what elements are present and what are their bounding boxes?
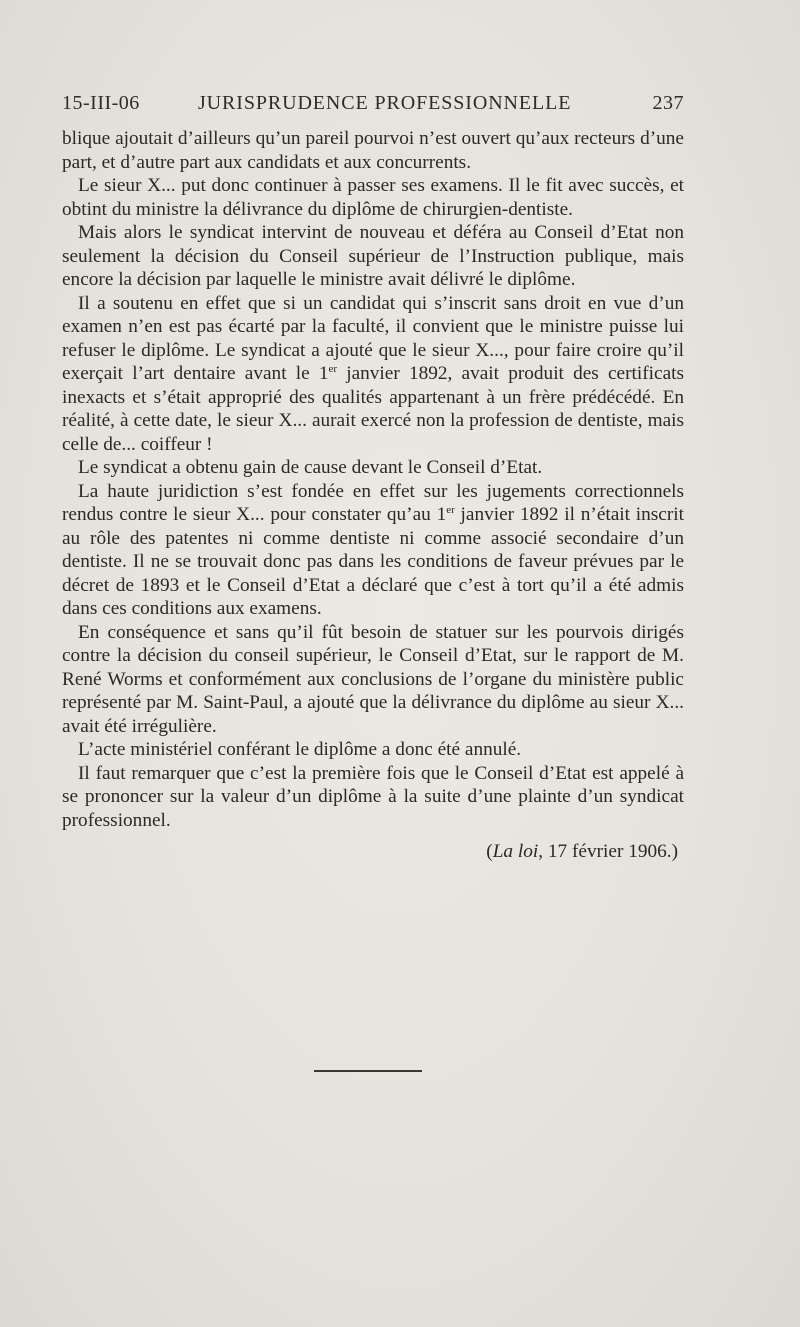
page-number: 237 [652, 92, 684, 114]
paragraph-2: Le sieur X... put donc continuer à passer ses examens. Il le fit avec succès, et obtint du ministre la délivrance du diplôme de chirurgien-dentiste. [62, 175, 684, 220]
paragraph-4-part-a: Il a soutenu en effet que si un candidat qui s’inscrit sans droit en vue d’un examen n’en est pas écarté par la faculté, il convient que le ministre puisse lui refuser le diplôme. Le syndicat a ajouté que le sieur X..., pour faire croire qu’il exerçait l’art dentaire avant le 1 [62, 292, 684, 384]
paragraph-1: blique ajoutait d’ailleurs qu’un pareil pourvoi n’est ouvert qu’aux recteurs d’une part, et d’autre part aux candidats et aux concurrents. [62, 128, 684, 173]
body-text [62, 127, 684, 864]
running-header [62, 92, 684, 118]
paragraph-4 [62, 292, 684, 457]
paragraph-8: L’acte ministériel conférant le diplôme a donc été annulé. [78, 739, 522, 760]
ordinal-superscript: er [328, 363, 338, 375]
citation-open: ( [486, 841, 493, 862]
ordinal-superscript: er [446, 504, 455, 516]
paragraph-5: Le syndicat a obtenu gain de cause devant le Conseil d’Etat. [78, 457, 543, 478]
paragraph-7: En conséquence et sans qu’il fût besoin de statuer sur les pourvois dirigés contre la décision du conseil supérieur, le Conseil d’Etat, sur le rapport de M. René Worms et conformément aux conclusions de l’organe du ministère public représenté par M. Saint-Paul, a ajouté que la délivrance du diplôme au sieur X... avait été irrégulière. [62, 621, 684, 737]
paragraph-6-part-b: janvier 1892 il n’était inscrit au rôle des patentes ni comme dentiste ni comme associé secondaire d’un dentiste. Il ne se trouvait donc pas dans les conditions de faveur prévues par le décret de 1893 et le Conseil d’Etat a déclaré que c’est à tort qu’il a été admis dans ces conditions aux examens. [62, 504, 684, 619]
section-divider [314, 1070, 422, 1072]
citation [62, 840, 684, 864]
paragraph-9: Il faut remarquer que c’est la première fois que le Conseil d’Etat est appelé à se prononcer sur la valeur d’un diplôme à la suite d’une plainte d’un syndicat professionnel. [62, 762, 684, 831]
paragraph-6-part-a: La haute juridiction s’est fondée en effet sur les jugements correctionnels rendus contre le sieur X... pour constater qu’au 1 [62, 480, 684, 525]
citation-source: La loi [492, 841, 539, 862]
paragraph-4-part-b: janvier 1892, avait produit des certificats inexacts et s’était approprié des qualités appartenant à un frère prédécédé. En réalité, à cette date, le sieur X... aurait exercé non la profession de dentiste, mais celle de... coiffeur ! [62, 363, 684, 455]
paragraph-3: Mais alors le syndicat intervint de nouveau et déféra au Conseil d’Etat non seulement la décision du Conseil supérieur de l’Instruction publique, mais encore la décision par laquelle le ministre avait délivré le diplôme. [62, 222, 684, 290]
header-date: 15-III-06 [62, 92, 140, 114]
citation-date: , 17 février 1906.) [538, 841, 678, 862]
paragraph-6 [62, 480, 684, 621]
header-title: JURISPRUDENCE PROFESSIONNELLE [198, 92, 572, 114]
